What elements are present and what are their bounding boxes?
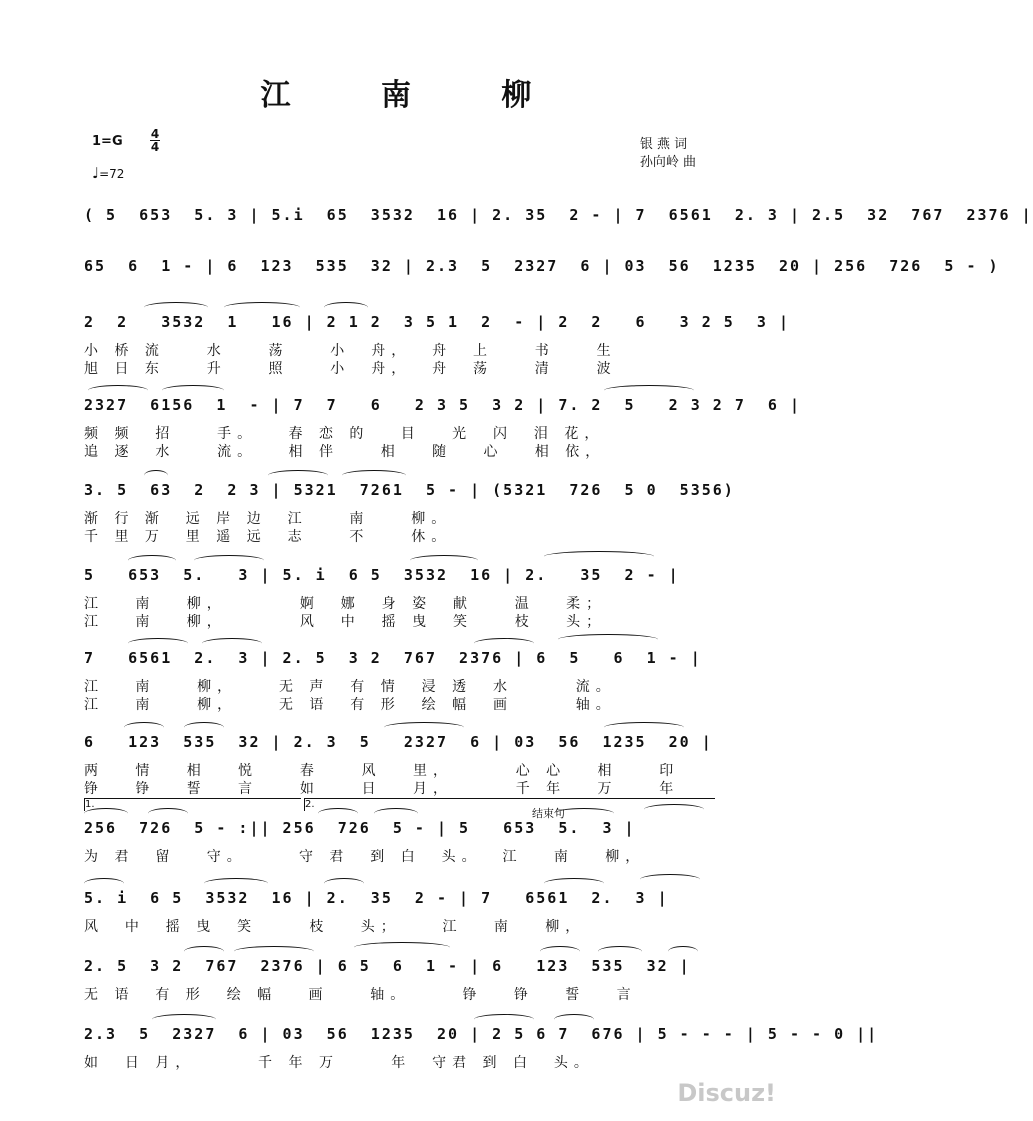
- lyric-verse-1: 江 南 柳， 无 声 有 情 浸 透 水 流。: [84, 679, 616, 695]
- lyric-verse-1: 无 语 有 形 绘 幅 画 轴。 铮 铮 誓 言: [84, 987, 637, 1003]
- notation: 2327 6156 1 - | 7 7 6 2 3 5 3 2 | 7. 2 5 2 3 2 7 6 |: [84, 396, 801, 414]
- notation: 2.3 5 2327 6 | 03 56 1235 20 | 2 5 6 7 676 | 5 - - - | 5 - - 0 ||: [84, 1025, 879, 1043]
- notation: 2. 5 3 2 767 2376 | 6 5 6 1 - | 6 123 535 32 |: [84, 957, 691, 975]
- lyric-verse-1: 为 君 留 守。 守 君 到 白 头。 江 南 柳，: [84, 849, 646, 865]
- time-signature-top: 4: [150, 127, 160, 141]
- lyric-verse-1: 风 中 摇 曳 笑 枝 头； 江 南 柳，: [84, 919, 586, 935]
- time-signature: [150, 128, 160, 153]
- volta-2-label: 2.: [305, 799, 315, 810]
- composer: 孙向岭 曲: [639, 155, 696, 170]
- lyric-verse-1: 两 情 相 悦 春 风 里， 心 心 相 印: [84, 763, 680, 779]
- tempo-marking: [92, 164, 124, 182]
- lyric-verse-2: 追 逐 水 流。 相 伴 相 随 心 相 依，: [84, 444, 606, 460]
- tempo-value: =72: [99, 167, 125, 181]
- slur: [354, 942, 450, 953]
- lyric-verse-1: 如 日 月， 千 年 万 年 守君 到 白 头。: [84, 1055, 594, 1071]
- slur: [544, 551, 654, 562]
- watermark-logo: Discuz!: [677, 1079, 776, 1107]
- notation: 5 653 5. 3 | 5. i 6 5 3532 16 | 2. 35 2 - |: [84, 566, 680, 584]
- slur: [640, 874, 700, 885]
- song-title: 江 南 柳: [260, 78, 572, 113]
- credits: [640, 136, 696, 172]
- key-signature: 1=G: [92, 134, 123, 149]
- notation: 6 123 535 32 | 2. 3 5 2327 6 | 03 56 1235 20 |: [84, 733, 713, 751]
- lyricist: 银 燕 词: [639, 137, 688, 152]
- lyric-verse-2: 江 南 柳， 无 语 有 形 绘 幅 画 轴。: [84, 697, 616, 713]
- notation: ( 5 653 5. 3 | 5.i 65 3532 16 | 2. 35 2 - | 7 6561 2. 3 | 2.5 32 767 2376 |: [84, 206, 1033, 224]
- notation: 65 6 1 - | 6 123 535 32 | 2.3 5 2327 6 | 03 56 1235 20 | 256 726 5 - ): [84, 257, 1000, 275]
- time-signature-bottom: 4: [150, 140, 160, 154]
- lyric-verse-2: 江 南 柳， 风 中 摇 曳 笑 枝 头；: [84, 614, 607, 630]
- slur: [644, 804, 704, 815]
- quarter-note-icon: ♩: [92, 164, 100, 182]
- lyric-verse-2: 旭 日 东 升 照 小 舟， 舟 荡 清 波: [84, 361, 617, 377]
- notation: 256 726 5 - :|| 256 726 5 - | 5 653 5. 3 |: [84, 819, 636, 837]
- notation: 7 6561 2. 3 | 2. 5 3 2 767 2376 | 6 5 6 1 - |: [84, 649, 702, 667]
- ending-phrase-label: 结束句: [532, 807, 565, 820]
- volta-1-label: 1.: [85, 799, 95, 810]
- lyric-verse-2: 铮 铮 誓 言 如 日 月， 千 年 万 年: [84, 781, 680, 797]
- lyric-verse-1: 渐 行 渐 远 岸 边 江 南 柳。: [84, 511, 452, 527]
- notation: 5. i 6 5 3532 16 | 2. 35 2 - | 7 6561 2. 3 |: [84, 889, 669, 907]
- lyric-verse-1: 江 南 柳， 婀 娜 身 姿 献 温 柔；: [84, 596, 607, 612]
- lyric-verse-1: 小 桥 流 水 荡 小 舟， 舟 上 书 生: [84, 343, 617, 359]
- notation: 3. 5 63 2 2 3 | 5321 7261 5 - | (5321 726 5 0 5356): [84, 481, 735, 499]
- lyric-verse-1: 频 频 招 手。 春 恋 的 目 光 闪 泪 花，: [84, 426, 605, 442]
- slur: [558, 634, 658, 645]
- lyric-verse-2: 千 里 万 里 遥 远 志 不 休。: [84, 529, 452, 545]
- notation: 2 2 3532 1 16 | 2 1 2 3 5 1 2 - | 2 2 6 3 2 5 3 |: [84, 313, 790, 331]
